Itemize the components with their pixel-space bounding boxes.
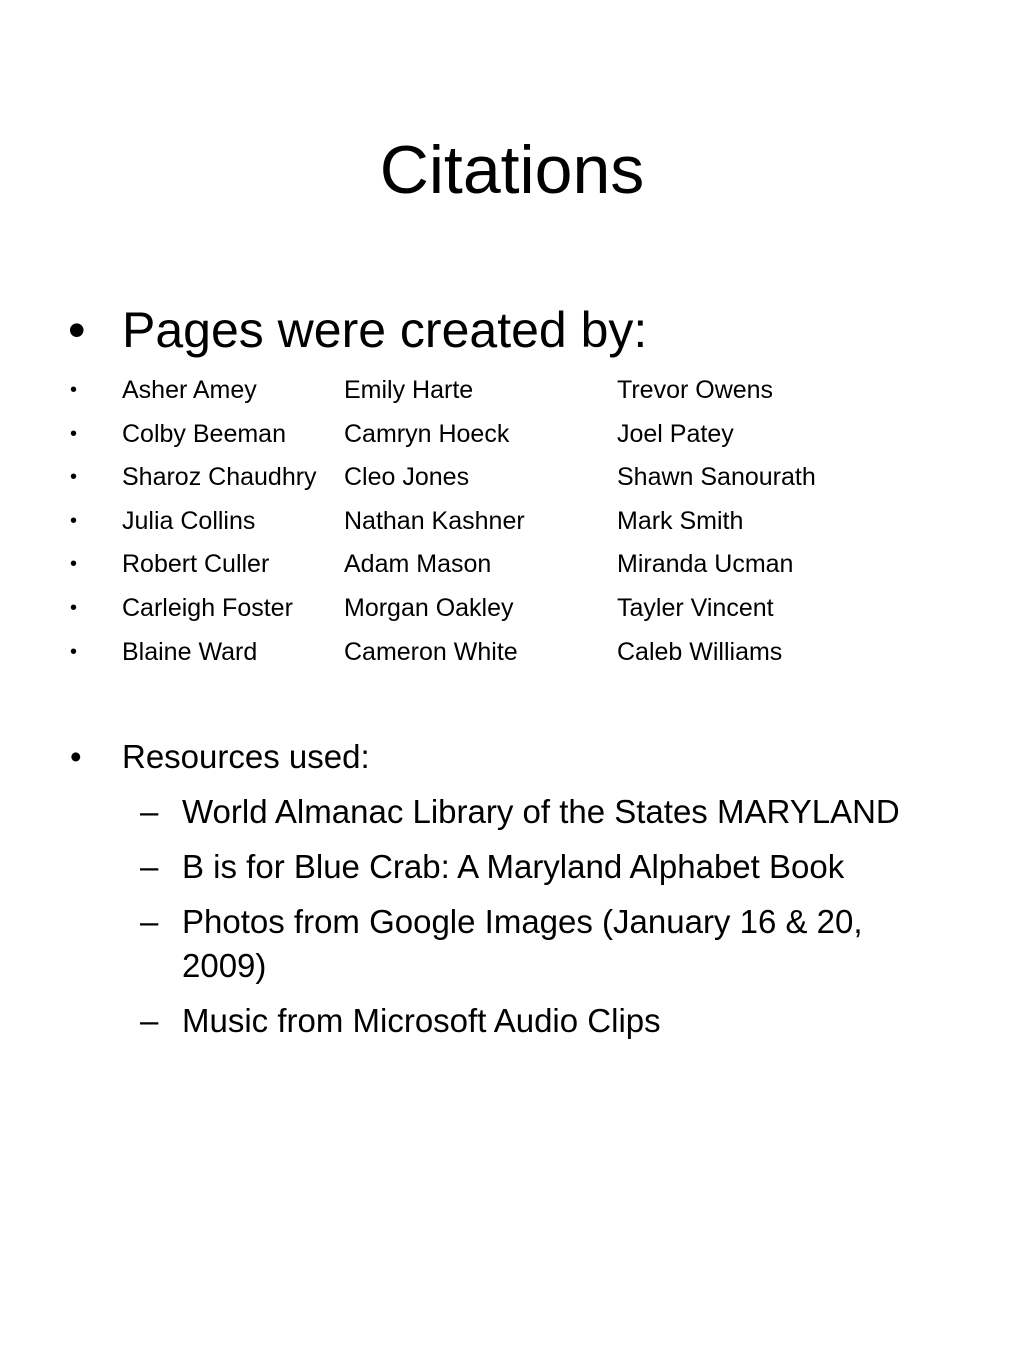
dash-icon: –: [140, 793, 159, 830]
resources-list: [140, 790, 950, 1054]
name-cell: Trevor Owens: [617, 376, 774, 404]
name-cell: Cameron White: [344, 637, 518, 666]
name-cell: Adam Mason: [344, 550, 492, 579]
name-cell: Asher Amey: [122, 376, 257, 404]
name-row: [68, 373, 968, 417]
name-row: [68, 547, 968, 591]
bullet-icon: •: [70, 738, 82, 775]
name-row: [68, 635, 968, 679]
name-cell: Colby Beeman: [122, 419, 286, 448]
dash-icon: –: [140, 1002, 159, 1039]
bullet-icon: •: [70, 509, 78, 532]
resource-item: [140, 900, 950, 988]
name-cell: Caleb Williams: [617, 637, 783, 666]
name-cell: Sharoz Chaudhry: [122, 463, 317, 492]
name-cell: Tayler Vincent: [617, 593, 774, 622]
resource-text: B is for Blue Crab: A Maryland Alphabet Book: [182, 848, 845, 885]
name-row: [68, 504, 968, 548]
name-cell: Blaine Ward: [122, 637, 258, 666]
created-by-heading: Pages were created by:: [122, 302, 648, 358]
name-cell: Morgan Oakley: [344, 593, 514, 622]
resource-text: World Almanac Library of the States MARYLAND: [182, 793, 900, 830]
resource-item: [140, 999, 950, 1043]
name-cell: Nathan Kashner: [344, 506, 525, 535]
name-cell: Emily Harte: [344, 376, 474, 404]
resources-heading: Resources used:: [122, 738, 370, 775]
bullet-icon: •: [70, 379, 78, 401]
name-cell: Carleigh Foster: [122, 593, 293, 622]
name-cell: Shawn Sanourath: [617, 463, 816, 492]
slide-title: Citations: [379, 132, 645, 208]
name-cell: Camryn Hoeck: [344, 419, 510, 448]
name-cell: Joel Patey: [617, 419, 734, 448]
dash-icon: –: [140, 903, 159, 940]
name-row: [68, 417, 968, 461]
resource-text: Music from Microsoft Audio Clips: [182, 1002, 661, 1039]
bullet-icon: •: [68, 302, 86, 358]
bullet-icon: •: [70, 596, 78, 619]
names-list: [68, 373, 968, 678]
resource-text: Photos from Google Images (January 16 & 20, 2009): [182, 903, 863, 984]
bullet-icon: •: [70, 640, 78, 663]
resource-item: [140, 790, 950, 834]
name-cell: Julia Collins: [122, 506, 256, 535]
name-cell: Cleo Jones: [344, 463, 470, 492]
name-cell: Mark Smith: [617, 506, 744, 535]
name-row: [68, 591, 968, 635]
name-cell: Robert Culler: [122, 550, 270, 579]
bullet-icon: •: [70, 422, 78, 445]
bullet-icon: •: [70, 553, 78, 576]
resource-item: [140, 845, 950, 889]
bullet-icon: •: [70, 466, 78, 489]
name-row: [68, 460, 968, 504]
name-cell: Miranda Ucman: [617, 550, 794, 579]
dash-icon: –: [140, 848, 159, 885]
